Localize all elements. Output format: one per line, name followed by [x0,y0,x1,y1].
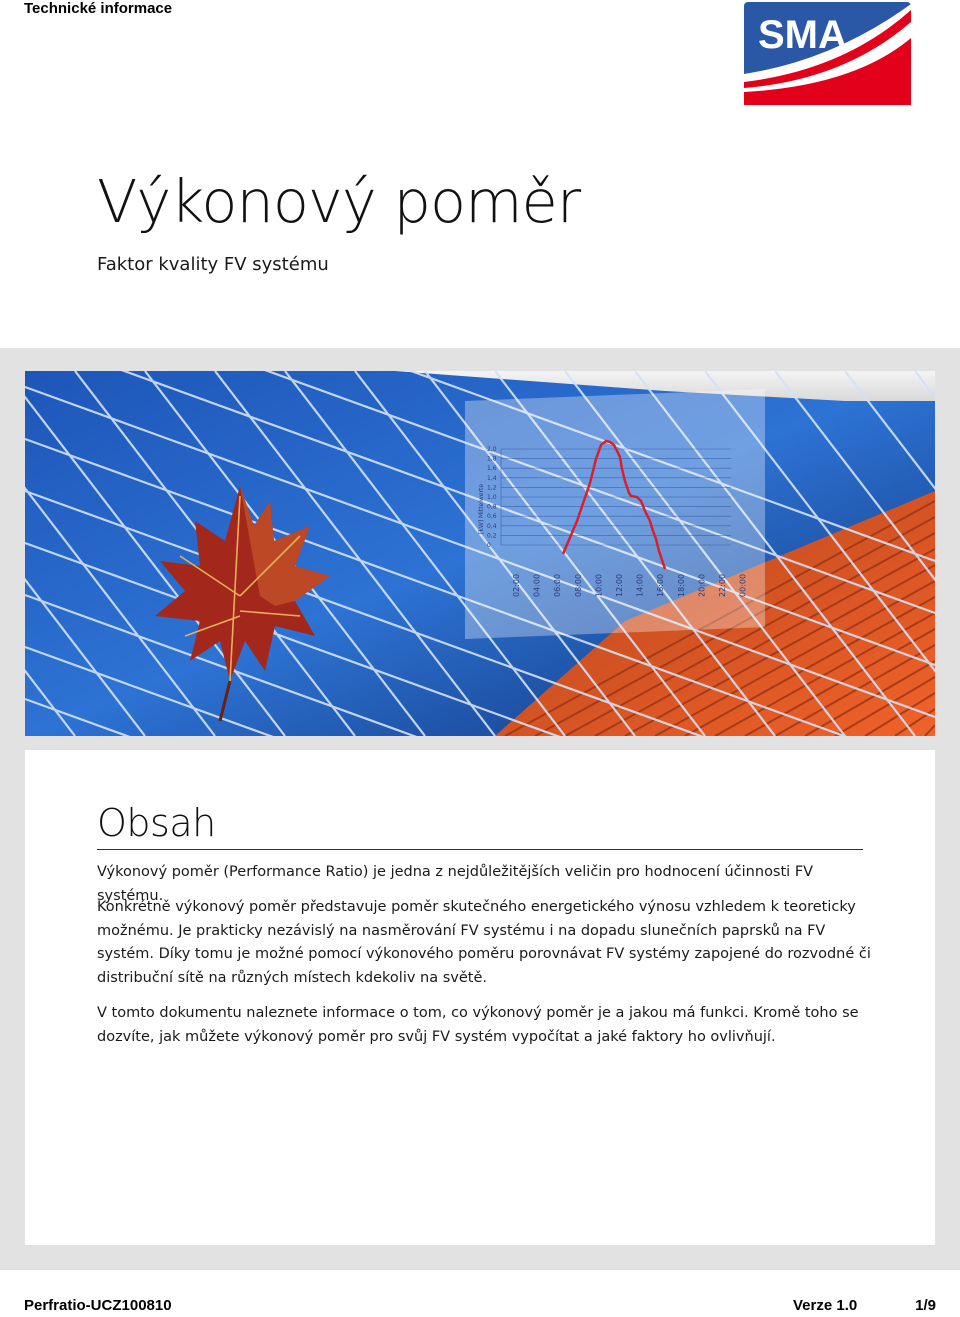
y-tick-label: 1,4 [487,474,497,482]
hero-image [25,371,935,736]
closing-paragraph: V tomto dokumentu naleznete informace o tom, co výkonový poměr je a jakou má funkci. Kromě toho se dozvíte, jak můžete výkonový poměr pro svůj FV systém vypočítat a jaké faktory ho ovlivňují. [97,1005,859,1045]
section-heading: Obsah [97,801,216,845]
logo-text: SMA [758,13,847,57]
document-version: Verze 1.0 [793,1297,858,1314]
y-tick-label: 0,6 [487,513,497,521]
y-tick-label: 0 [487,542,491,549]
x-tick-label: 14:00 [635,573,645,597]
y-tick-label: 1,2 [487,484,497,492]
contents-card [25,750,935,1245]
x-tick-label: 00:00 [738,573,748,597]
document-type-label: Technické informace [24,0,173,17]
x-tick-label: 08:00 [573,573,583,597]
page-footer [24,1296,936,1316]
page-title: Výkonový poměr [97,167,581,236]
document-id: Perfratio-UCZ100810 [24,1297,172,1314]
x-tick-label: 16:00 [656,573,666,597]
y-tick-label: 0,2 [487,532,497,540]
y-tick-label: 1,6 [487,465,497,473]
x-tick-label: 06:00 [553,573,563,597]
body-paragraph: Konkrétně výkonový poměr představuje poměr skutečného energetického výnosu vzhledem k teoreticky možnému. Je prakticky nezávislý na nasměrování FV systému i na dopadu slunečních paprsků na FV systém. Díky tomu je možné pomocí výkonového poměru porovnávat FV systémy zapojené do rozvodné či distribuční sítě na různých místech kdekoliv na světě. [97,899,871,986]
intro-paragraph: Výkonový poměr (Performance Ratio) je jedna z nejdůležitějších veličin pro hodnocení účinnosti FV systému. [97,864,814,904]
y-tick-label: 0,8 [487,503,497,511]
y-tick-label: 1,8 [487,455,497,463]
y-tick-label: 1,0 [487,494,497,501]
x-tick-label: 04:00 [532,573,542,597]
x-tick-label: 10:00 [594,573,604,597]
page-subtitle: Faktor kvality FV systému [97,254,329,275]
sma-logo [744,2,911,105]
x-tick-label: 02:00 [512,573,521,597]
x-tick-label: 20:00 [697,573,707,597]
y-axis-label: [kW] Mittelwerte [478,483,485,534]
page-number: 1/9 [915,1297,936,1314]
section-divider [97,849,863,850]
y-tick-label: 2,0 [487,446,497,453]
x-tick-label: 18:00 [676,573,686,597]
x-tick-label: 12:00 [615,573,624,597]
y-tick-label: 0,4 [487,522,497,530]
x-tick-label: 22:00 [718,573,727,597]
